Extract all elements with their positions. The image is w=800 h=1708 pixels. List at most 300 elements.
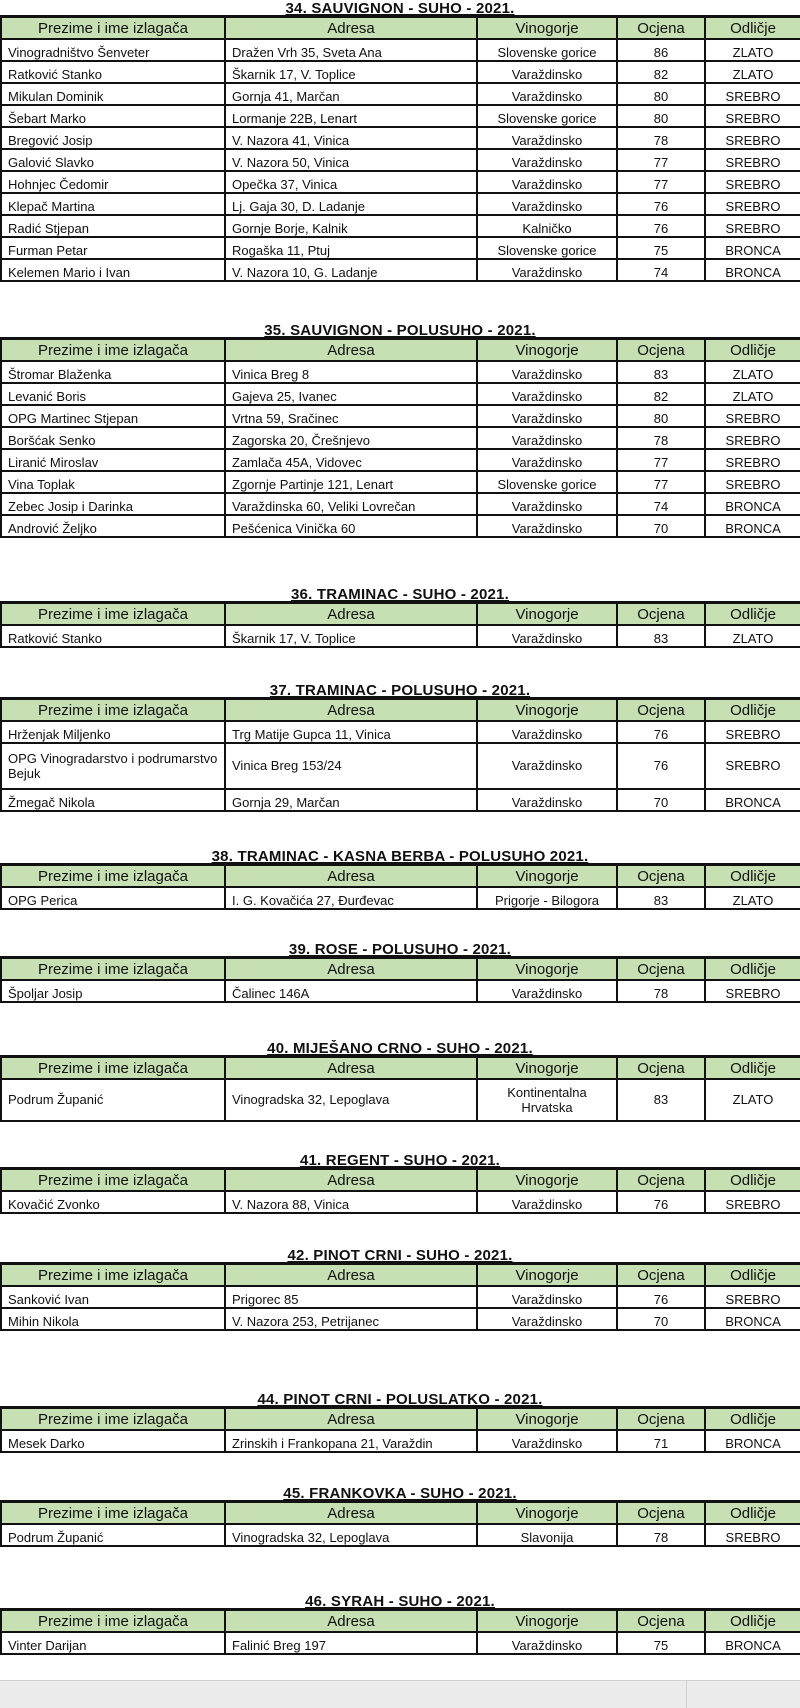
header-exhibitor: Prezime i ime izlagača — [1, 699, 225, 722]
medal-cell: SREBRO — [705, 193, 800, 215]
medal-cell: BRONCA — [705, 515, 800, 537]
score-cell: 76 — [617, 743, 705, 789]
wine-region-cell: Varaždinsko — [477, 361, 617, 383]
medal-cell: SREBRO — [705, 743, 800, 789]
table-row — [1, 515, 800, 537]
table-header-row — [1, 603, 800, 626]
medal-cell: ZLATO — [705, 1079, 800, 1121]
medal-cell: SREBRO — [705, 149, 800, 171]
table-header-row — [1, 1610, 800, 1633]
table-header-row — [1, 1057, 800, 1080]
category-section — [0, 1391, 800, 1453]
table-row — [1, 449, 800, 471]
exhibitor-cell: Radić Stjepan — [1, 215, 225, 237]
category-title: 36. TRAMINAC - SUHO - 2021. — [291, 586, 509, 601]
results-table — [0, 1055, 800, 1122]
header-address: Adresa — [225, 603, 477, 626]
wine-region-cell: Varaždinsko — [477, 1308, 617, 1330]
exhibitor-cell: Mesek Darko — [1, 1430, 225, 1452]
address-cell: I. G. Kovačića 27, Đurđevac — [225, 887, 477, 909]
wine-region-cell: Varaždinsko — [477, 625, 617, 647]
table-row — [1, 259, 800, 281]
address-cell: Zgornje Partinje 121, Lenart — [225, 471, 477, 493]
medal-cell: SREBRO — [705, 1286, 800, 1308]
category-section — [0, 586, 800, 648]
medal-cell: SREBRO — [705, 405, 800, 427]
header-medal: Odličje — [705, 865, 800, 888]
category-section — [0, 1247, 800, 1331]
header-score: Ocjena — [617, 1408, 705, 1431]
medal-cell: ZLATO — [705, 39, 800, 61]
table-header-row — [1, 699, 800, 722]
results-table — [0, 337, 800, 538]
address-cell: Dražen Vrh 35, Sveta Ana — [225, 39, 477, 61]
score-cell: 80 — [617, 105, 705, 127]
results-table — [0, 15, 800, 282]
exhibitor-cell: Ratković Stanko — [1, 625, 225, 647]
wine-region-cell: Varaždinsko — [477, 493, 617, 515]
score-cell: 70 — [617, 789, 705, 811]
medal-cell: BRONCA — [705, 259, 800, 281]
header-wine-region: Vinogorje — [477, 958, 617, 981]
score-cell: 74 — [617, 493, 705, 515]
table-row — [1, 171, 800, 193]
score-cell: 78 — [617, 980, 705, 1002]
wine-region-cell: Varaždinsko — [477, 980, 617, 1002]
table-row — [1, 887, 800, 909]
medal-cell: SREBRO — [705, 171, 800, 193]
header-wine-region: Vinogorje — [477, 699, 617, 722]
address-cell: Gajeva 25, Ivanec — [225, 383, 477, 405]
table-row — [1, 789, 800, 811]
table-row — [1, 127, 800, 149]
results-table — [0, 863, 800, 910]
address-cell: Zagorska 20, Črešnjevo — [225, 427, 477, 449]
header-wine-region: Vinogorje — [477, 339, 617, 362]
header-score: Ocjena — [617, 1264, 705, 1287]
category-section — [0, 322, 800, 538]
address-cell: V. Nazora 253, Petrijanec — [225, 1308, 477, 1330]
header-exhibitor: Prezime i ime izlagača — [1, 603, 225, 626]
exhibitor-cell: Andrović Željko — [1, 515, 225, 537]
medal-cell: SREBRO — [705, 83, 800, 105]
header-address: Adresa — [225, 17, 477, 40]
exhibitor-cell: Ratković Stanko — [1, 61, 225, 83]
medal-cell: SREBRO — [705, 1524, 800, 1546]
medal-cell: SREBRO — [705, 980, 800, 1002]
category-title: 35. SAUVIGNON - POLUSUHO - 2021. — [264, 322, 536, 337]
wine-region-cell: Prigorje - Bilogora — [477, 887, 617, 909]
header-wine-region: Vinogorje — [477, 1502, 617, 1525]
header-medal: Odličje — [705, 1057, 800, 1080]
table-header-row — [1, 1169, 800, 1192]
header-wine-region: Vinogorje — [477, 1610, 617, 1633]
address-cell: Škarnik 17, V. Toplice — [225, 625, 477, 647]
address-cell: Trg Matije Gupca 11, Vinica — [225, 721, 477, 743]
wine-region-cell: Varaždinsko — [477, 1191, 617, 1213]
header-exhibitor: Prezime i ime izlagača — [1, 17, 225, 40]
wine-region-cell: Varaždinsko — [477, 61, 617, 83]
header-score: Ocjena — [617, 603, 705, 626]
header-medal: Odličje — [705, 603, 800, 626]
exhibitor-cell: Levanić Boris — [1, 383, 225, 405]
wine-region-cell: Varaždinsko — [477, 515, 617, 537]
score-cell: 76 — [617, 721, 705, 743]
table-row — [1, 39, 800, 61]
exhibitor-cell: Liranić Miroslav — [1, 449, 225, 471]
exhibitor-cell: Boršćak Senko — [1, 427, 225, 449]
medal-cell: ZLATO — [705, 887, 800, 909]
results-table — [0, 1608, 800, 1655]
score-cell: 83 — [617, 1079, 705, 1121]
address-cell: Falinić Breg 197 — [225, 1632, 477, 1654]
header-medal: Odličje — [705, 1610, 800, 1633]
table-header-row — [1, 958, 800, 981]
table-row — [1, 1079, 800, 1121]
table-row — [1, 1308, 800, 1330]
wine-region-cell: Varaždinsko — [477, 1632, 617, 1654]
category-section — [0, 0, 800, 282]
medal-cell: SREBRO — [705, 215, 800, 237]
medal-cell: ZLATO — [705, 625, 800, 647]
score-cell: 86 — [617, 39, 705, 61]
address-cell: Čalinec 146A — [225, 980, 477, 1002]
header-address: Adresa — [225, 699, 477, 722]
address-cell: Rogaška 11, Ptuj — [225, 237, 477, 259]
header-exhibitor: Prezime i ime izlagača — [1, 1610, 225, 1633]
table-header-row — [1, 339, 800, 362]
table-row — [1, 237, 800, 259]
header-score: Ocjena — [617, 1169, 705, 1192]
exhibitor-cell: OPG Martinec Stjepan — [1, 405, 225, 427]
medal-cell: SREBRO — [705, 105, 800, 127]
exhibitor-cell: OPG Perica — [1, 887, 225, 909]
exhibitor-cell: Bregović Josip — [1, 127, 225, 149]
table-row — [1, 383, 800, 405]
address-cell: Opečka 37, Vinica — [225, 171, 477, 193]
exhibitor-cell: Vina Toplak — [1, 471, 225, 493]
table-header-row — [1, 1408, 800, 1431]
header-wine-region: Vinogorje — [477, 865, 617, 888]
results-table — [0, 956, 800, 1003]
header-exhibitor: Prezime i ime izlagača — [1, 865, 225, 888]
exhibitor-cell: Kovačić Zvonko — [1, 1191, 225, 1213]
wine-region-cell: Kalničko — [477, 215, 617, 237]
viewer-bottom-bar — [0, 1680, 800, 1708]
score-cell: 77 — [617, 449, 705, 471]
results-table — [0, 601, 800, 648]
header-wine-region: Vinogorje — [477, 17, 617, 40]
table-row — [1, 625, 800, 647]
medal-cell: SREBRO — [705, 449, 800, 471]
address-cell: Gornje Borje, Kalnik — [225, 215, 477, 237]
wine-region-cell: Varaždinsko — [477, 149, 617, 171]
header-medal: Odličje — [705, 1408, 800, 1431]
score-cell: 77 — [617, 171, 705, 193]
wine-region-cell: Varaždinsko — [477, 383, 617, 405]
table-row — [1, 83, 800, 105]
category-section — [0, 848, 800, 910]
medal-cell: BRONCA — [705, 237, 800, 259]
category-title: 37. TRAMINAC - POLUSUHO - 2021. — [269, 682, 531, 697]
score-cell: 80 — [617, 83, 705, 105]
table-header-row — [1, 1264, 800, 1287]
category-section — [0, 682, 800, 812]
header-score: Ocjena — [617, 1610, 705, 1633]
exhibitor-cell: Vinogradništvo Šenveter — [1, 39, 225, 61]
header-wine-region: Vinogorje — [477, 1169, 617, 1192]
medal-cell: BRONCA — [705, 493, 800, 515]
table-row — [1, 1524, 800, 1546]
score-cell: 74 — [617, 259, 705, 281]
wine-region-cell: Slovenske gorice — [477, 39, 617, 61]
header-address: Adresa — [225, 1169, 477, 1192]
wine-region-cell: Varaždinsko — [477, 449, 617, 471]
header-medal: Odličje — [705, 1502, 800, 1525]
wine-region-cell: Varaždinsko — [477, 743, 617, 789]
wine-region-cell: Varaždinsko — [477, 1430, 617, 1452]
exhibitor-cell: Šebart Marko — [1, 105, 225, 127]
category-title: 44. PINOT CRNI - POLUSLATKO - 2021. — [257, 1391, 543, 1406]
header-address: Adresa — [225, 958, 477, 981]
exhibitor-cell: Zebec Josip i Darinka — [1, 493, 225, 515]
table-row — [1, 61, 800, 83]
header-score: Ocjena — [617, 1502, 705, 1525]
table-row — [1, 1191, 800, 1213]
address-cell: V. Nazora 10, G. Ladanje — [225, 259, 477, 281]
address-cell: Vinica Breg 8 — [225, 361, 477, 383]
wine-region-cell: Varaždinsko — [477, 1286, 617, 1308]
exhibitor-cell: Vinter Darijan — [1, 1632, 225, 1654]
address-cell: Varaždinska 60, Veliki Lovrečan — [225, 493, 477, 515]
medal-cell: SREBRO — [705, 427, 800, 449]
address-cell: Gornja 29, Marčan — [225, 789, 477, 811]
table-row — [1, 743, 800, 789]
header-exhibitor: Prezime i ime izlagača — [1, 339, 225, 362]
medal-cell: ZLATO — [705, 383, 800, 405]
wine-region-cell: Varaždinsko — [477, 721, 617, 743]
medal-cell: SREBRO — [705, 127, 800, 149]
medal-cell: ZLATO — [705, 61, 800, 83]
table-row — [1, 980, 800, 1002]
score-cell: 76 — [617, 1286, 705, 1308]
header-exhibitor: Prezime i ime izlagača — [1, 1408, 225, 1431]
score-cell: 70 — [617, 515, 705, 537]
header-exhibitor: Prezime i ime izlagača — [1, 1264, 225, 1287]
wine-region-cell: Slovenske gorice — [477, 237, 617, 259]
results-table — [0, 1500, 800, 1547]
medal-cell: BRONCA — [705, 1430, 800, 1452]
header-medal: Odličje — [705, 17, 800, 40]
category-section — [0, 1040, 800, 1122]
exhibitor-cell: Sanković Ivan — [1, 1286, 225, 1308]
table-row — [1, 105, 800, 127]
table-row — [1, 361, 800, 383]
address-cell: Vinica Breg 153/24 — [225, 743, 477, 789]
address-cell: Vinogradska 32, Lepoglava — [225, 1524, 477, 1546]
wine-region-cell: Slovenske gorice — [477, 105, 617, 127]
wine-region-cell: Slovenske gorice — [477, 471, 617, 493]
wine-region-cell: Varaždinsko — [477, 193, 617, 215]
category-title: 42. PINOT CRNI - SUHO - 2021. — [287, 1247, 513, 1262]
results-table — [0, 697, 800, 812]
medal-cell: SREBRO — [705, 1191, 800, 1213]
header-address: Adresa — [225, 865, 477, 888]
category-title: 39. ROSE - POLUSUHO - 2021. — [288, 941, 512, 956]
header-medal: Odličje — [705, 339, 800, 362]
header-address: Adresa — [225, 1610, 477, 1633]
medal-cell: ZLATO — [705, 361, 800, 383]
table-row — [1, 721, 800, 743]
score-cell: 75 — [617, 237, 705, 259]
score-cell: 77 — [617, 149, 705, 171]
table-row — [1, 1286, 800, 1308]
address-cell: Gornja 41, Marčan — [225, 83, 477, 105]
exhibitor-cell: Špoljar Josip — [1, 980, 225, 1002]
wine-region-cell: Slavonija — [477, 1524, 617, 1546]
category-title: 40. MIJEŠANO CRNO - SUHO - 2021. — [267, 1040, 533, 1055]
category-title: 41. REGENT - SUHO - 2021. — [299, 1152, 501, 1167]
header-exhibitor: Prezime i ime izlagača — [1, 958, 225, 981]
score-cell: 76 — [617, 193, 705, 215]
exhibitor-cell: Žmegač Nikola — [1, 789, 225, 811]
address-cell: Lormanje 22B, Lenart — [225, 105, 477, 127]
score-cell: 80 — [617, 405, 705, 427]
score-cell: 78 — [617, 127, 705, 149]
score-cell: 78 — [617, 1524, 705, 1546]
score-cell: 82 — [617, 383, 705, 405]
address-cell: V. Nazora 41, Vinica — [225, 127, 477, 149]
exhibitor-cell: Furman Petar — [1, 237, 225, 259]
exhibitor-cell: Podrum Županić — [1, 1524, 225, 1546]
category-section — [0, 941, 800, 1003]
medal-cell: SREBRO — [705, 471, 800, 493]
wine-region-cell: Varaždinsko — [477, 83, 617, 105]
table-row — [1, 193, 800, 215]
table-row — [1, 427, 800, 449]
medal-cell: BRONCA — [705, 1308, 800, 1330]
header-score: Ocjena — [617, 865, 705, 888]
exhibitor-cell: Galović Slavko — [1, 149, 225, 171]
address-cell: Vrtna 59, Sračinec — [225, 405, 477, 427]
category-section — [0, 1485, 800, 1547]
wine-region-cell: Kontinentalna Hrvatska — [477, 1079, 617, 1121]
table-row — [1, 1430, 800, 1452]
medal-cell: BRONCA — [705, 789, 800, 811]
medal-cell: BRONCA — [705, 1632, 800, 1654]
address-cell: V. Nazora 50, Vinica — [225, 149, 477, 171]
header-score: Ocjena — [617, 699, 705, 722]
table-row — [1, 1632, 800, 1654]
exhibitor-cell: Klepač Martina — [1, 193, 225, 215]
wine-region-cell: Varaždinsko — [477, 127, 617, 149]
header-score: Ocjena — [617, 1057, 705, 1080]
address-cell: Lj. Gaja 30, D. Ladanje — [225, 193, 477, 215]
score-cell: 75 — [617, 1632, 705, 1654]
header-address: Adresa — [225, 339, 477, 362]
results-table — [0, 1167, 800, 1214]
score-cell: 71 — [617, 1430, 705, 1452]
wine-region-cell: Varaždinsko — [477, 259, 617, 281]
table-row — [1, 493, 800, 515]
wine-region-cell: Varaždinsko — [477, 405, 617, 427]
exhibitor-cell: Štromar Blaženka — [1, 361, 225, 383]
category-title: 34. SAUVIGNON - SUHO - 2021. — [285, 0, 515, 15]
header-score: Ocjena — [617, 17, 705, 40]
header-address: Adresa — [225, 1057, 477, 1080]
header-wine-region: Vinogorje — [477, 1057, 617, 1080]
table-row — [1, 215, 800, 237]
exhibitor-cell: Podrum Županić — [1, 1079, 225, 1121]
table-header-row — [1, 1502, 800, 1525]
score-cell: 83 — [617, 887, 705, 909]
address-cell: V. Nazora 88, Vinica — [225, 1191, 477, 1213]
header-exhibitor: Prezime i ime izlagača — [1, 1057, 225, 1080]
category-title: 38. TRAMINAC - KASNA BERBA - POLUSUHO 2021. — [211, 848, 589, 863]
address-cell: Zamlača 45A, Vidovec — [225, 449, 477, 471]
header-exhibitor: Prezime i ime izlagača — [1, 1169, 225, 1192]
address-cell: Pešćenica Vinička 60 — [225, 515, 477, 537]
bottom-bar-divider — [686, 1681, 687, 1708]
exhibitor-cell: Mikulan Dominik — [1, 83, 225, 105]
category-title: 45. FRANKOVKA - SUHO - 2021. — [283, 1485, 517, 1500]
address-cell: Prigorec 85 — [225, 1286, 477, 1308]
header-wine-region: Vinogorje — [477, 1408, 617, 1431]
header-medal: Odličje — [705, 1264, 800, 1287]
category-section — [0, 1593, 800, 1655]
table-row — [1, 149, 800, 171]
header-score: Ocjena — [617, 339, 705, 362]
header-address: Adresa — [225, 1264, 477, 1287]
header-address: Adresa — [225, 1408, 477, 1431]
table-header-row — [1, 17, 800, 40]
wine-region-cell: Varaždinsko — [477, 427, 617, 449]
address-cell: Zrinskih i Frankopana 21, Varaždin — [225, 1430, 477, 1452]
exhibitor-cell: Hrženjak Miljenko — [1, 721, 225, 743]
exhibitor-cell: OPG Vinogradarstvo i podrumarstvo Bejuk — [1, 743, 225, 789]
header-wine-region: Vinogorje — [477, 1264, 617, 1287]
header-exhibitor: Prezime i ime izlagača — [1, 1502, 225, 1525]
exhibitor-cell: Kelemen Mario i Ivan — [1, 259, 225, 281]
header-address: Adresa — [225, 1502, 477, 1525]
score-cell: 76 — [617, 1191, 705, 1213]
table-row — [1, 471, 800, 493]
score-cell: 78 — [617, 427, 705, 449]
score-cell: 83 — [617, 361, 705, 383]
medal-cell: SREBRO — [705, 721, 800, 743]
address-cell: Škarnik 17, V. Toplice — [225, 61, 477, 83]
exhibitor-cell: Hohnjec Čedomir — [1, 171, 225, 193]
header-medal: Odličje — [705, 1169, 800, 1192]
score-cell: 82 — [617, 61, 705, 83]
category-title: 46. SYRAH - SUHO - 2021. — [305, 1593, 495, 1608]
address-cell: Vinogradska 32, Lepoglava — [225, 1079, 477, 1121]
header-medal: Odličje — [705, 699, 800, 722]
header-score: Ocjena — [617, 958, 705, 981]
header-medal: Odličje — [705, 958, 800, 981]
wine-region-cell: Varaždinsko — [477, 171, 617, 193]
score-cell: 83 — [617, 625, 705, 647]
wine-region-cell: Varaždinsko — [477, 789, 617, 811]
header-wine-region: Vinogorje — [477, 603, 617, 626]
results-table — [0, 1406, 800, 1453]
results-table — [0, 1262, 800, 1331]
exhibitor-cell: Mihin Nikola — [1, 1308, 225, 1330]
score-cell: 76 — [617, 215, 705, 237]
category-section — [0, 1152, 800, 1214]
score-cell: 77 — [617, 471, 705, 493]
score-cell: 70 — [617, 1308, 705, 1330]
